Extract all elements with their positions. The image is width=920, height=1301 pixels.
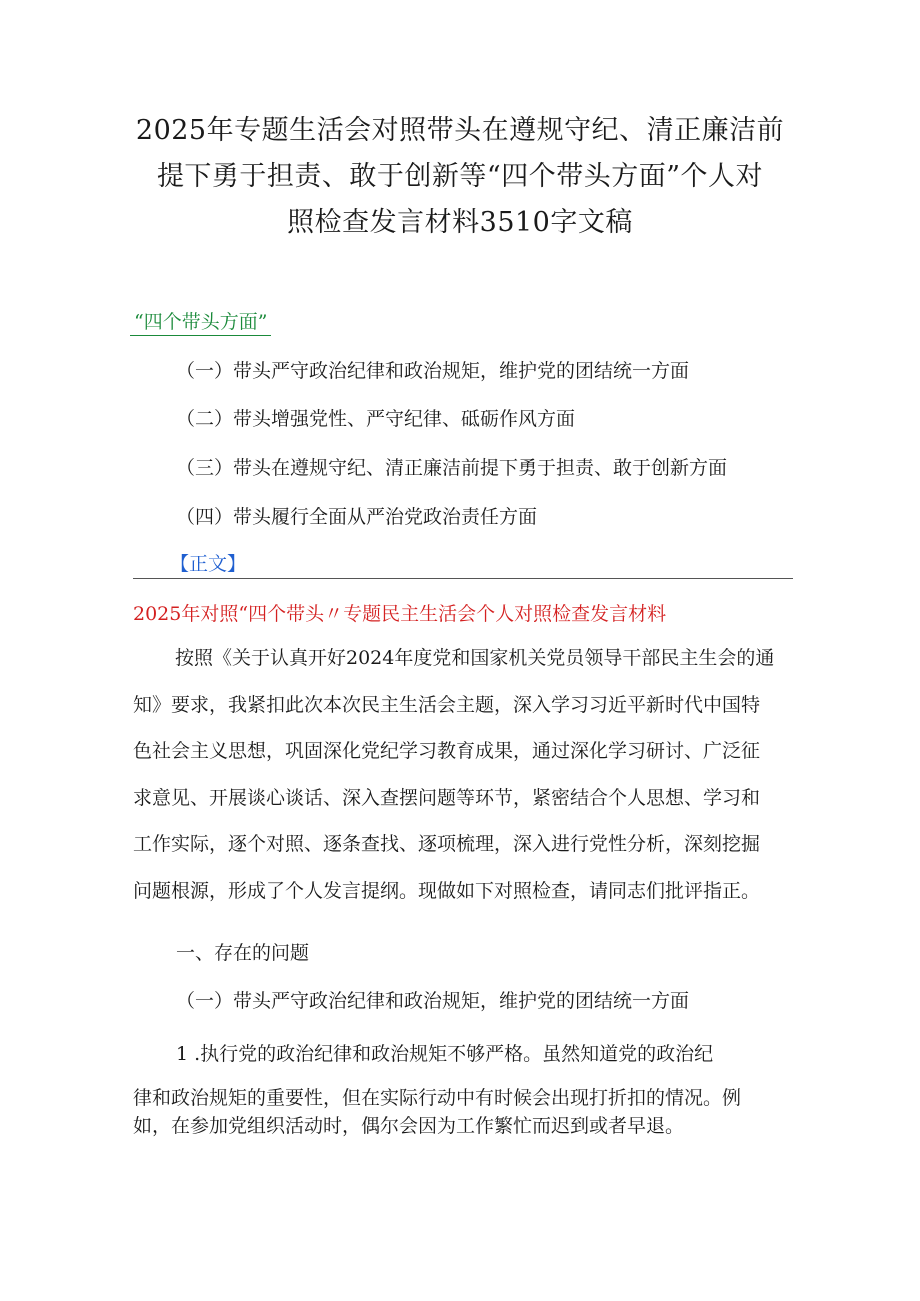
item-1-line-2: 律和政治规矩的重要性，但在实际行动中有时候会出现打折扣的情况。例: [133, 1087, 742, 1109]
intro-paragraph: [133, 635, 795, 914]
main-text-marker: 【正文】: [170, 553, 247, 575]
intro-line-4: 求意见、开展谈心谈话、深入查摆问题等环节，紧密结合个人思想、学习和: [133, 786, 761, 809]
title-line-3: 照检查发言材料3510字文稿: [287, 207, 633, 238]
toc-item-3: （三）带头在遵规守纪、清正廉洁前提下勇于担责、敢于创新方面: [176, 457, 728, 479]
item-1-line-3: 如，在参加党组织活动时，偶尔会因为工作繁忙而迟到或者早退。: [133, 1115, 685, 1137]
red-subtitle: 2025年对照“四个带头〃专题民主生活会个人对照检查发言材料: [133, 603, 667, 625]
four-leads-link[interactable]: “四个带头方面”: [130, 307, 271, 336]
intro-line-5: 工作实际，逐个对照、逐条查找、逐项梳理，深入进行党性分析，深刻挖掘: [133, 833, 761, 855]
intro-line-6: 问题根源，形成了个人发言提纲。现做如下对照检查，请同志们批评指正。: [133, 879, 761, 902]
item-1-first-line: 1 .执行党的政治纪律和政治规矩不够严格。虽然知道党的政治纪: [176, 1043, 714, 1065]
title-line-2: 提下勇于担责、敢于创新等“四个带头方面”个人对: [156, 161, 764, 192]
item-1-continuation: [133, 1084, 795, 1140]
intro-line-3: 色社会主义思想，巩固深化党纪学习教育成果，通过深化学习研讨、广泛征: [133, 740, 761, 762]
title-line-1: 2025年专题生活会对照带头在遵规守纪、清正廉洁前: [135, 115, 785, 146]
section-heading-problems: 一、存在的问题: [176, 942, 310, 964]
toc-item-1: （一）带头严守政治纪律和政治规矩，维护党的团结统一方面: [176, 360, 690, 382]
divider-line: [133, 578, 793, 579]
toc-item-2: （二）带头增强党性、严守纪律、砥砺作风方面: [176, 408, 576, 430]
subsection-heading-1: （一）带头严守政治纪律和政治规矩，维护党的团结统一方面: [176, 990, 690, 1012]
intro-line-2: 知》要求，我紧扣此次本次民主生活会主题，深入学习习近平新时代中国特: [133, 693, 761, 716]
document-title: [120, 108, 800, 246]
intro-line-1: 按照《关于认真开好2024年度党和国家机关党员领导干部民主生会的通: [175, 647, 775, 669]
toc-item-4: （四）带头履行全面从严治党政治责任方面: [176, 506, 538, 528]
